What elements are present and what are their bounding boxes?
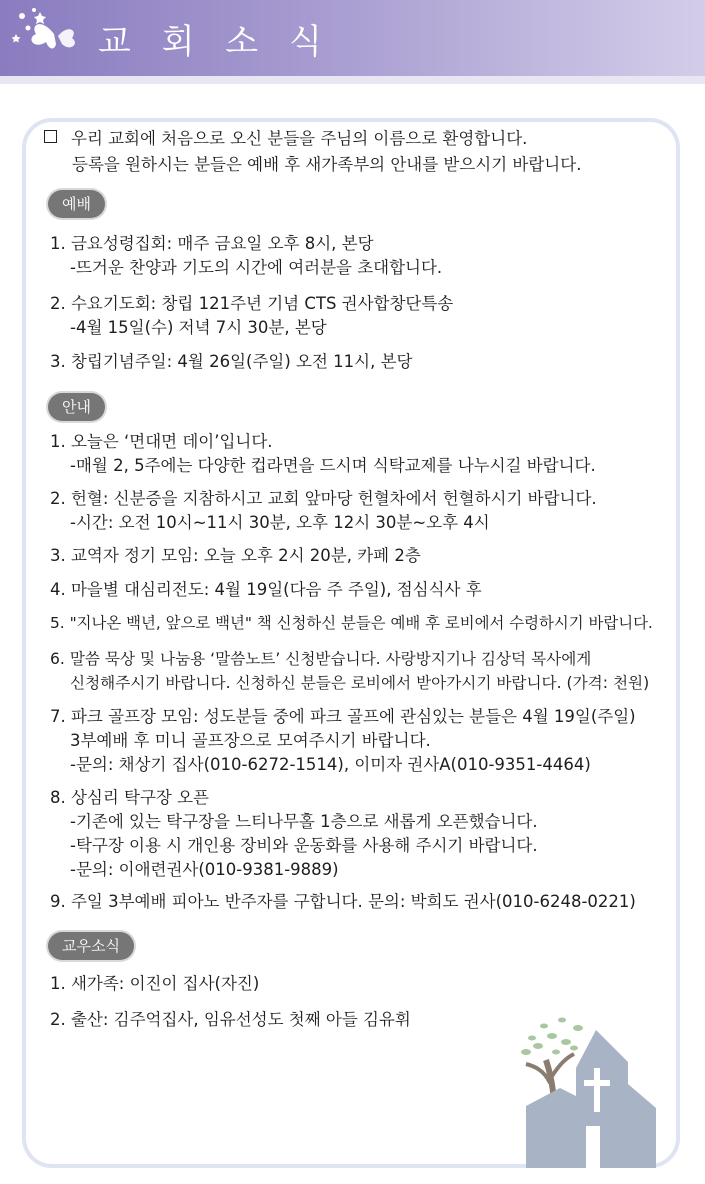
list-item: 4. 마을별 대심리전도: 4월 19일(다음 주 주일), 점심식사 후: [50, 580, 482, 599]
butterfly-deco-icon: [12, 4, 92, 62]
list-item: 7. 파크 골프장 모임: 성도분들 중에 파크 골프에 관심있는 분들은 4월 19일(주일) 3부예배 후 미니 골프장으로 모여주시기 바랍니다. -문의: 채상기 집사(010-6272-1514), 이미자 권사A(010-9351-4464): [50, 707, 636, 774]
list-item: 1. 오늘은 ‘면대면 데이’입니다. -매월 2, 5주에는 다양한 컵라면을 드시며 식탁교제를 나누시길 바랍니다.: [50, 432, 596, 475]
header-banner: [0, 0, 705, 76]
list-item: 1. 새가족: 이진이 집사(자진): [50, 974, 260, 993]
list-item: 8. 상심리 탁구장 오픈 -기존에 있는 탁구장을 느티나무홀 1층으로 새롭게 오픈했습니다. -탁구장 이용 시 개인용 장비와 운동화를 사용해 주시기 바랍니다. -문의: 이애련권사(010-9381-9889): [50, 788, 538, 879]
list-item: 3. 교역자 정기 모임: 오늘 오후 2시 20분, 카페 2층: [50, 546, 421, 565]
list-item: 2. 출산: 김주억집사, 임유선성도 첫째 아들 김유휘: [50, 1010, 411, 1029]
list-item: 9. 주일 3부예배 피아노 반주자를 구합니다. 문의: 박희도 권사(010-6248-0221): [50, 892, 636, 911]
intro-line-2: 등록을 원하시는 분들은 예배 후 새가족부의 안내를 받으시기 바랍니다.: [72, 155, 582, 174]
list-item: 2. 헌혈: 신분증을 지참하시고 교회 앞마당 헌혈차에서 헌혈하시기 바랍니다. -시간: 오전 10시~11시 30분, 오후 12시 30분~오후 4시: [50, 489, 597, 532]
section-badge-worship: 예배: [48, 190, 105, 218]
intro-line-1: 우리 교회에 처음으로 오신 분들을 주님의 이름으로 환영합니다.: [71, 129, 528, 148]
page-title: 교 회 소 식: [98, 22, 332, 62]
list-item: 3. 창립기념주일: 4월 26일(주일) 오전 11시, 본당: [50, 352, 413, 371]
list-item: 5. "지나온 백년, 앞으로 백년" 책 신청하신 분들은 예배 후 로비에서 수령하시기 바랍니다.: [50, 614, 653, 632]
list-item: 1. 금요성령집회: 매주 금요일 오후 8시, 본당 -뜨거운 찬양과 기도의 시간에 여러분을 초대합니다.: [50, 234, 443, 277]
checkbox-bullet-icon: [44, 130, 57, 143]
section-badge-notice: 안내: [48, 393, 105, 421]
list-item: 6. 말씀 묵상 및 나눔용 ‘말씀노트’ 신청받습니다. 사랑방지기나 김상덕 목사에게 신청해주시기 바랍니다. 신청하신 분들은 로비에서 받아가시기 바랍니다. (가격: 천원): [50, 650, 650, 692]
church-tree-illustration-icon: [516, 1008, 666, 1168]
welcome-intro: [44, 126, 674, 178]
list-item: 2. 수요기도회: 창립 121주년 기념 CTS 권사합창단특송 -4월 15일(수) 저녁 7시 30분, 본당: [50, 294, 454, 337]
section-badge-members: 교우소식: [48, 932, 134, 960]
banner-underline: [0, 76, 705, 84]
